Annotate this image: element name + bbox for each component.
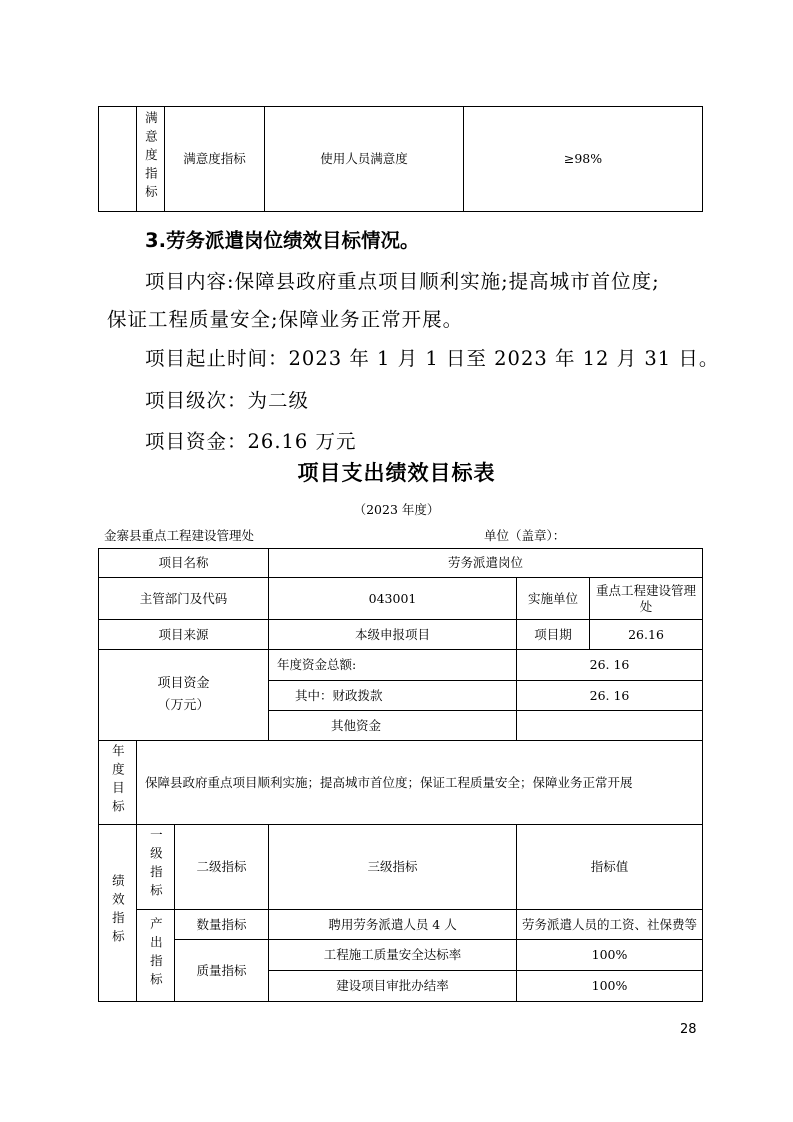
output-label: 产出指标 <box>148 916 164 991</box>
quality-value-1: 100% <box>517 940 703 971</box>
value-cell: ≥98% <box>464 107 703 212</box>
qty-item: 聘用劳务派遣人员 4 人 <box>269 910 517 940</box>
funds-other-label: 其他资金 <box>269 711 517 741</box>
h-value: 指标值 <box>517 825 703 910</box>
level3-cell: 使用人员满意度 <box>265 107 464 212</box>
page-number: 28 <box>680 1022 697 1037</box>
quality-item-2: 建设项目审批办结率 <box>269 971 517 1002</box>
dept-label: 主管部门及代码 <box>99 578 269 620</box>
name-value: 劳务派遣岗位 <box>269 549 703 578</box>
annual-goal-label-cell <box>99 741 137 825</box>
satisfaction-table <box>98 106 703 212</box>
performance-target-table <box>98 548 703 1002</box>
impl-value: 重点工程建设管理处 <box>590 578 703 620</box>
empty-cell <box>99 107 137 212</box>
period-line: 项目起止时间：2023 年 1 月 1 日至 2023 年 12 月 31 日。 <box>145 347 720 370</box>
annual-goal-label: 年度目标 <box>110 743 126 818</box>
level-line: 项目级次：为二级 <box>145 389 310 412</box>
h-level1-cell <box>137 825 175 910</box>
funds-total-value: 26. 16 <box>517 650 703 681</box>
annual-goal-value: 保障县政府重点项目顺利实施；提高城市首位度；保证工程质量安全；保障业务正常开展 <box>137 741 703 825</box>
funds-total-label: 年度资金总额: <box>269 650 517 681</box>
period-label: 项目期 <box>517 620 590 650</box>
level2-cell: 满意度指标 <box>165 107 265 212</box>
table-year: （2023 年度） <box>353 502 440 517</box>
source-value: 本级申报项目 <box>269 620 517 650</box>
h-level2: 二级指标 <box>175 825 269 910</box>
perf-label-cell <box>99 825 137 1002</box>
name-label: 项目名称 <box>99 549 269 578</box>
h-level1: 一级指标 <box>148 828 164 903</box>
quality-value-2: 100% <box>517 971 703 1002</box>
output-label-cell <box>137 910 175 1002</box>
funds-label-text: 项目资金（万元） <box>157 675 210 713</box>
unit-label: 单位（盖章）： <box>484 528 566 543</box>
h-level3: 三级指标 <box>269 825 517 910</box>
section-heading: 3.劳务派遣岗位绩效目标情况。 <box>145 229 420 252</box>
funds-line: 项目资金：26.16 万元 <box>145 430 357 453</box>
quality-item-1: 工程施工质量安全达标率 <box>269 940 517 971</box>
funds-other-value <box>517 711 703 741</box>
funds-label <box>99 650 269 741</box>
table-title: 项目支出绩效目标表 <box>297 461 496 485</box>
category-cell <box>137 107 165 212</box>
content-line-1: 项目内容:保障县政府重点项目顺利实施;提高城市首位度; <box>145 270 660 293</box>
quality-label: 质量指标 <box>175 940 269 1002</box>
funds-fin-label: 其中：财政拨款 <box>269 681 517 711</box>
content-line-2: 保证工程质量安全;保障业务正常开展。 <box>107 308 464 331</box>
perf-label: 绩效指标 <box>110 874 126 949</box>
qty-value: 劳务派遣人员的工资、社保费等 <box>517 910 703 940</box>
dept-value: 043001 <box>269 578 517 620</box>
source-label: 项目来源 <box>99 620 269 650</box>
category-label: 满意度指标 <box>143 110 159 204</box>
impl-label: 实施单位 <box>517 578 590 620</box>
org-name: 金寨县重点工程建设管理处 <box>104 528 255 543</box>
qty-label: 数量指标 <box>175 910 269 940</box>
funds-fin-value: 26. 16 <box>517 681 703 711</box>
period-value: 26.16 <box>590 620 703 650</box>
